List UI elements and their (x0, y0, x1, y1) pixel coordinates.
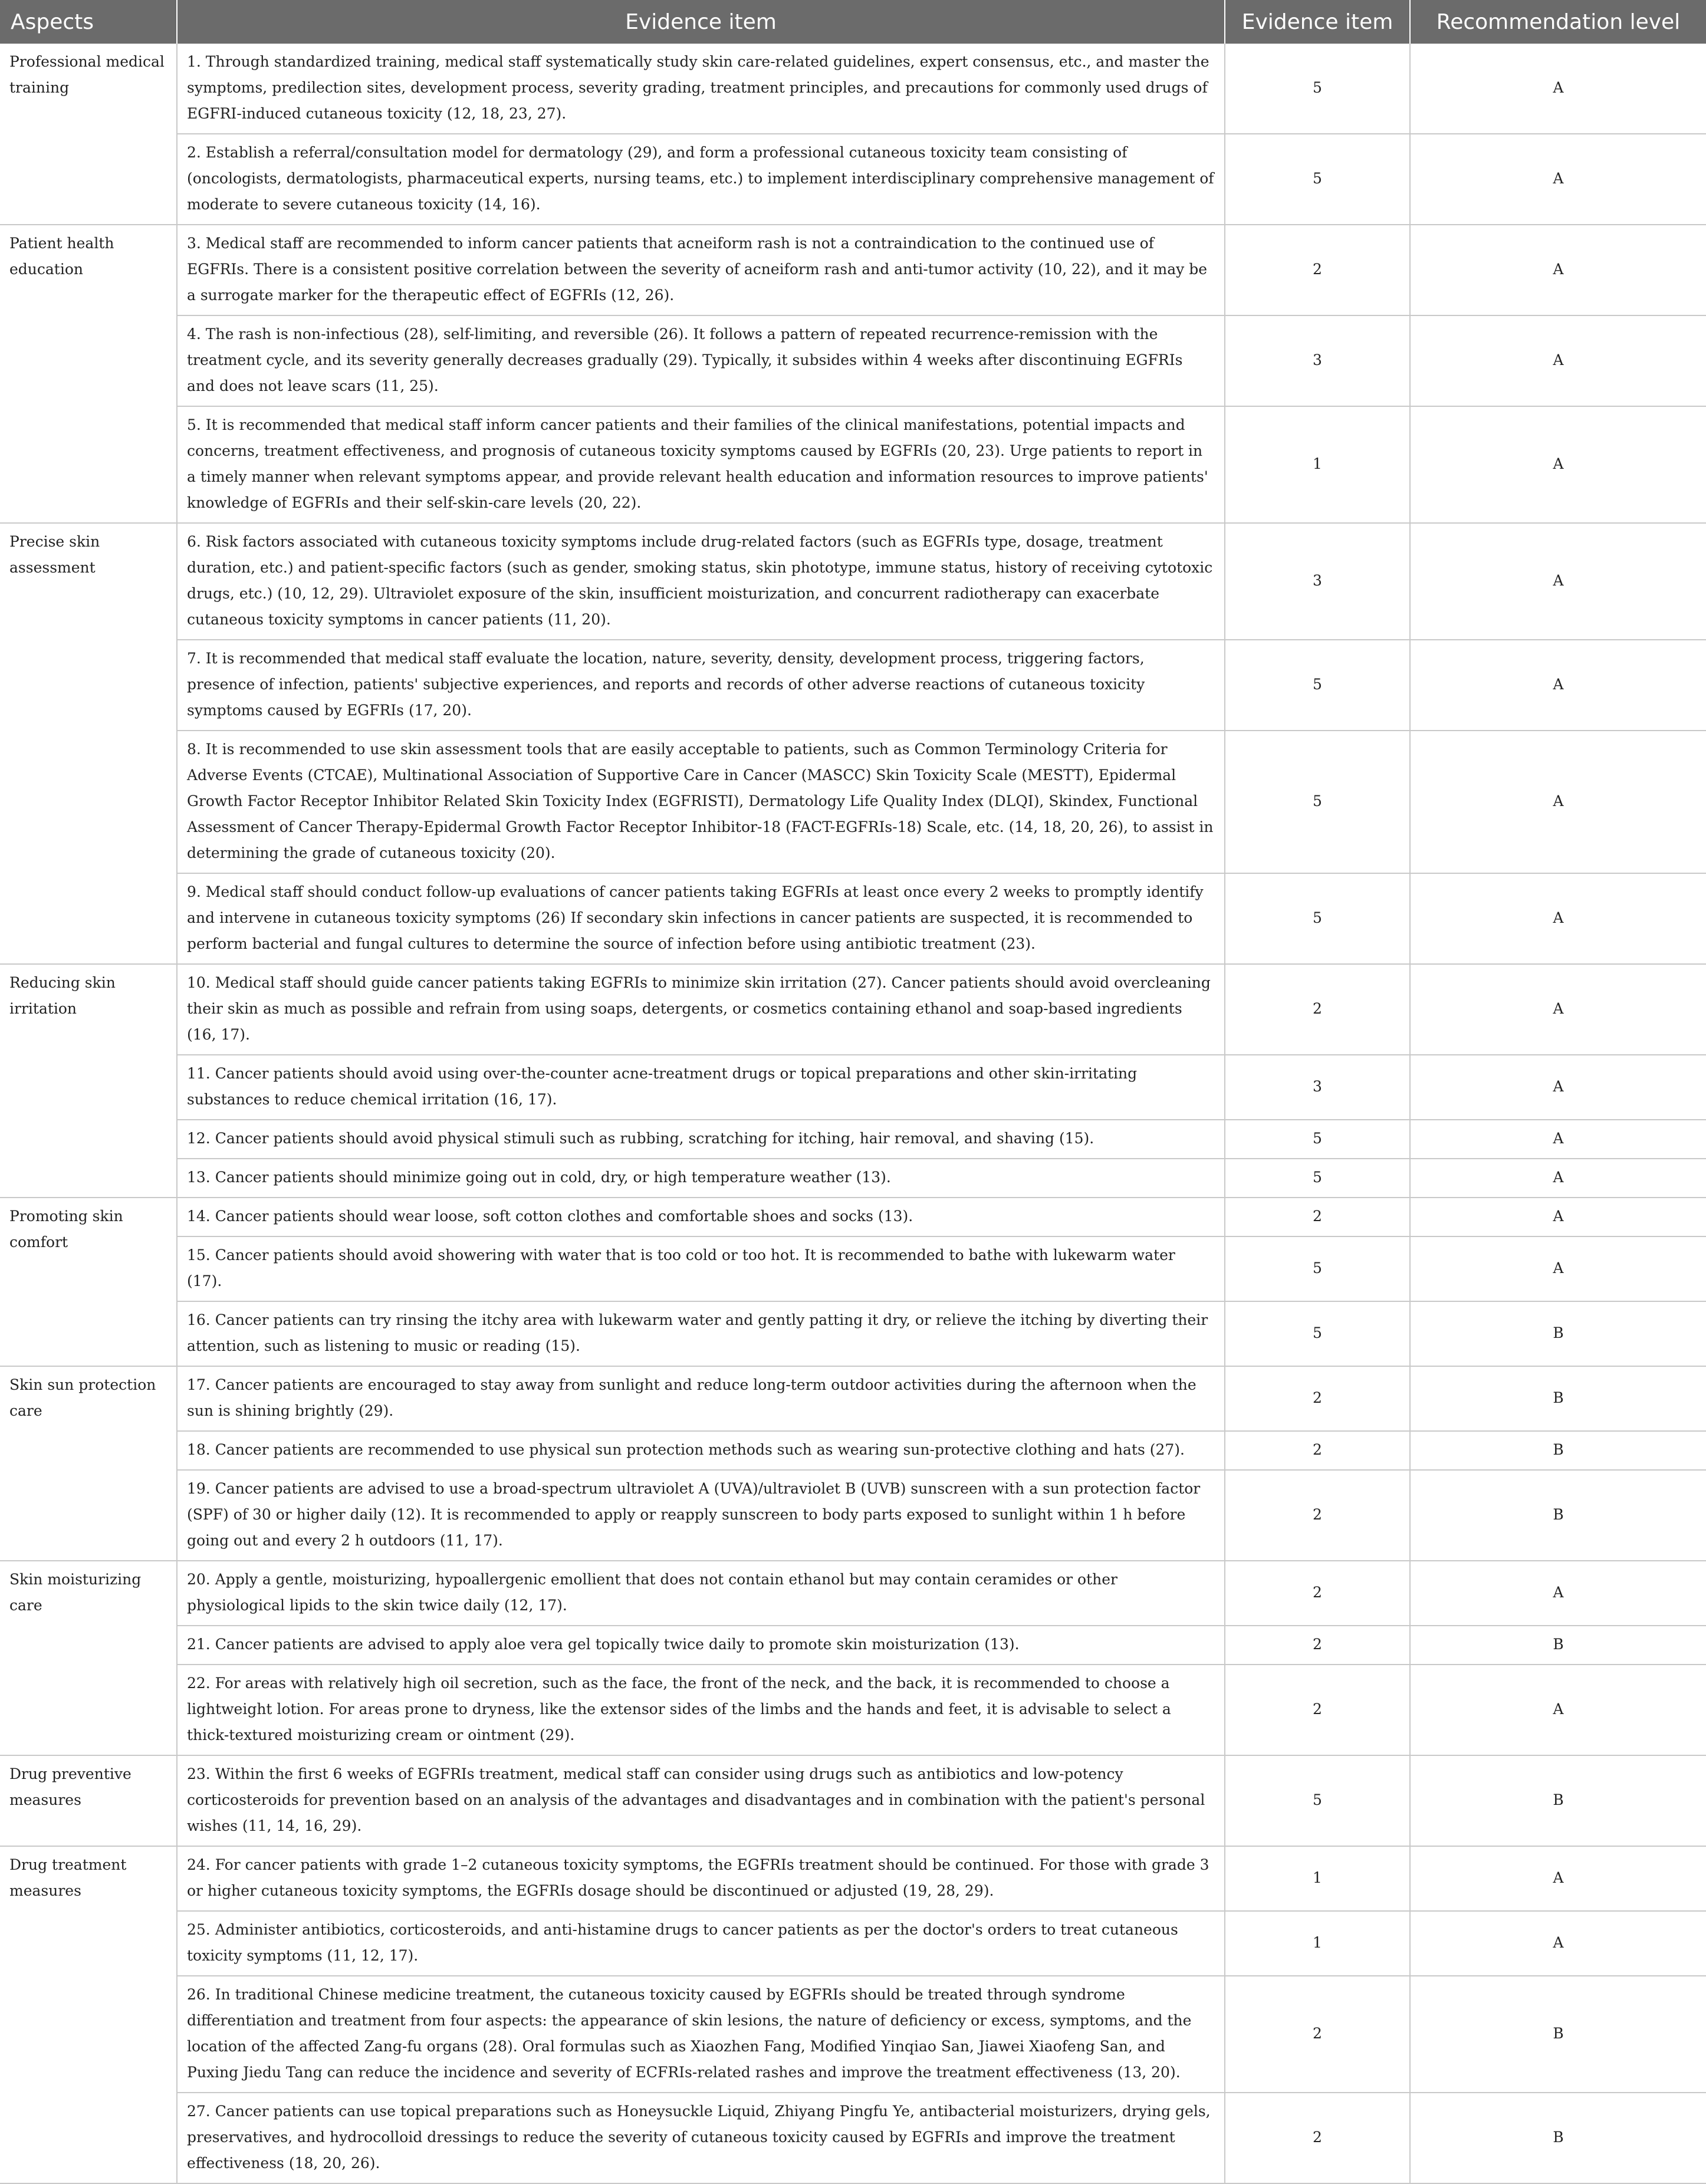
evidence-text-cell: 27. Cancer patients can use topical preparations such as Honeysuckle Liquid, Zhiyang Pingfu Ye, antibacterial moisturizers, drying gels, preservatives, and hydrocolloid dressings to reduce the severity of cutaneous toxicity caused by EGFRIs and improve the treatment effectiveness (18, 20, 26). (177, 2093, 1225, 2183)
evidence-text-cell: 8. It is recommended to use skin assessment tools that are easily acceptable to patients, such as Common Terminology Criteria for Adverse Events (CTCAE), Multinational Association of Supportive Care in Cancer (MASCC) Skin Toxicity Scale (MESTT), Epidermal Growth Factor Receptor Inhibitor Related Skin Toxicity Index (EGFRISTI), Dermatology Life Quality Index (DLQI), Skindex, Functional Assessment of Cancer Therapy-Epidermal Growth Factor Receptor Inhibitor-18 (FACT-EGFRIs-18) Scale, etc. (14, 18, 20, 26), to assist in determining the grade of cutaneous toxicity (20). (177, 731, 1225, 873)
table-row (0, 406, 1706, 523)
aspect-cell: Precise skin assessment (0, 523, 177, 964)
level-of-evidence-cell: 2 (1225, 1198, 1410, 1236)
table-row (0, 1055, 1706, 1120)
level-of-evidence-cell: 5 (1225, 640, 1410, 731)
recommendation-level-cell: B (1410, 1366, 1706, 1431)
level-of-evidence-cell: 5 (1225, 44, 1410, 134)
evidence-text-cell: 4. The rash is non-infectious (28), self-limiting, and reversible (26). It follows a pattern of repeated recurrence-remission with the treatment cycle, and its severity generally decreases gradually (29). Typically, it subsides within 4 weeks after discontinuing EGFRIs and does not leave scars (11, 25). (177, 315, 1225, 406)
level-of-evidence-cell: 2 (1225, 1665, 1410, 1755)
recommendation-level-cell: B (1410, 1301, 1706, 1366)
recommendation-level-cell: A (1410, 640, 1706, 731)
recommendation-level-cell: A (1410, 1198, 1706, 1236)
evidence-text-cell: 7. It is recommended that medical staff evaluate the location, nature, severity, density, development process, triggering factors, presence of infection, patients' subjective experiences, and reports and records of other adverse reactions of cutaneous toxicity symptoms caused by EGFRIs (17, 20). (177, 640, 1225, 731)
level-of-evidence-cell: 5 (1225, 873, 1410, 964)
table-row (0, 731, 1706, 873)
recommendation-level-cell: B (1410, 2093, 1706, 2183)
table-row (0, 1561, 1706, 1626)
evidence-text-cell: 11. Cancer patients should avoid using over-the-counter acne-treatment drugs or topical preparations and other skin-irritating substances to reduce chemical irritation (16, 17). (177, 1055, 1225, 1120)
evidence-text-cell: 19. Cancer patients are advised to use a broad-spectrum ultraviolet A (UVA)/ultraviolet B (UVB) sunscreen with a sun protection factor (SPF) of 30 or higher daily (12). It is recommended to apply or reapply sunscreen to body parts exposed to sunlight within 1 h before going out and every 2 h outdoors (11, 17). (177, 1470, 1225, 1561)
header-row (0, 0, 1706, 44)
table-row (0, 523, 1706, 640)
recommendation-level-cell: A (1410, 315, 1706, 406)
level-of-evidence-cell: 2 (1225, 1626, 1410, 1665)
level-of-evidence-cell: 5 (1225, 1159, 1410, 1198)
evidence-text-cell: 17. Cancer patients are encouraged to stay away from sunlight and reduce long-term outdoor activities during the afternoon when the sun is shining brightly (29). (177, 1366, 1225, 1431)
level-of-evidence-cell: 2 (1225, 225, 1410, 315)
aspect-cell: Reducing skin irritation (0, 964, 177, 1198)
table-row (0, 2093, 1706, 2183)
table-row (0, 1120, 1706, 1159)
aspect-cell: Promoting skin comfort (0, 1198, 177, 1366)
recommendation-level-cell: B (1410, 1755, 1706, 1846)
recommendation-level-cell: A (1410, 1236, 1706, 1301)
table-row (0, 1626, 1706, 1665)
header-aspects: Aspects (0, 0, 177, 44)
recommendation-level-cell: A (1410, 1561, 1706, 1626)
table-row (0, 1236, 1706, 1301)
table-row (0, 1755, 1706, 1846)
table-row (0, 1911, 1706, 1976)
recommendation-level-cell: A (1410, 1846, 1706, 1911)
table-row (0, 1301, 1706, 1366)
recommendation-level-cell: A (1410, 1911, 1706, 1976)
level-of-evidence-cell: 3 (1225, 315, 1410, 406)
table-row (0, 1976, 1706, 2093)
recommendation-level-cell: A (1410, 134, 1706, 225)
evidence-text-cell: 15. Cancer patients should avoid showering with water that is too cold or too hot. It is recommended to bathe with lukewarm water (17). (177, 1236, 1225, 1301)
evidence-text-cell: 26. In traditional Chinese medicine treatment, the cutaneous toxicity caused by EGFRIs should be treated through syndrome differentiation and treatment from four aspects: the appearance of skin lesions, the nature of deficiency or excess, symptoms, and the location of the affected Zang-fu organs (28). Oral formulas such as Xiaozhen Fang, Modified Yinqiao San, Jiawei Xiaofeng San, and Puxing Jiedu Tang can reduce the incidence and severity of ECFRIs-related rashes and improve the treatment effectiveness (13, 20). (177, 1976, 1225, 2093)
recommendation-level-cell: B (1410, 1431, 1706, 1470)
table-row (0, 134, 1706, 225)
evidence-text-cell: 10. Medical staff should guide cancer patients taking EGFRIs to minimize skin irritation (27). Cancer patients should avoid overcleaning their skin as much as possible and refrain from using soaps, detergents, or cosmetics containing ethanol and soap-based ingredients (16, 17). (177, 964, 1225, 1055)
evidence-text-cell: 22. For areas with relatively high oil secretion, such as the face, the front of the neck, and the back, it is recommended to choose a lightweight lotion. For areas prone to dryness, like the extensor sides of the limbs and the hands and feet, it is advisable to select a thick-textured moisturizing cream or ointment (29). (177, 1665, 1225, 1755)
level-of-evidence-cell: 1 (1225, 1846, 1410, 1911)
level-of-evidence-cell: 1 (1225, 406, 1410, 523)
recommendation-level-cell: A (1410, 731, 1706, 873)
level-of-evidence-cell: 2 (1225, 1976, 1410, 2093)
recommendation-level-cell: A (1410, 1159, 1706, 1198)
recommendation-level-cell: A (1410, 406, 1706, 523)
table-row (0, 964, 1706, 1055)
evidence-text-cell: 3. Medical staff are recommended to inform cancer patients that acneiform rash is not a contraindication to the continued use of EGFRIs. There is a consistent positive correlation between the severity of acneiform rash and anti-tumor activity (10, 22), and it may be a surrogate marker for the therapeutic effect of EGFRIs (12, 26). (177, 225, 1225, 315)
aspect-cell: Professional medical training (0, 44, 177, 225)
level-of-evidence-cell: 3 (1225, 523, 1410, 640)
recommendation-level-cell: A (1410, 1120, 1706, 1159)
evidence-text-cell: 16. Cancer patients can try rinsing the itchy area with lukewarm water and gently patting it dry, or relieve the itching by diverting their attention, such as listening to music or reading (15). (177, 1301, 1225, 1366)
table-row (0, 1159, 1706, 1198)
recommendation-level-cell: B (1410, 1976, 1706, 2093)
recommendation-level-cell: A (1410, 1665, 1706, 1755)
table-row (0, 225, 1706, 315)
table-row (0, 1470, 1706, 1561)
recommendation-level-cell: A (1410, 225, 1706, 315)
recommendation-level-cell: B (1410, 1626, 1706, 1665)
level-of-evidence-cell: 1 (1225, 1911, 1410, 1976)
table-body (0, 44, 1706, 2183)
level-of-evidence-cell: 2 (1225, 1431, 1410, 1470)
recommendation-level-cell: A (1410, 1055, 1706, 1120)
level-of-evidence-cell: 5 (1225, 731, 1410, 873)
aspect-cell: Drug preventive measures (0, 1755, 177, 1846)
evidence-text-cell: 20. Apply a gentle, moisturizing, hypoallergenic emollient that does not contain ethanol but may contain ceramides or other physiological lipids to the skin twice daily (12, 17). (177, 1561, 1225, 1626)
table-row (0, 315, 1706, 406)
evidence-text-cell: 1. Through standardized training, medical staff systematically study skin care-related guidelines, expert consensus, etc., and master the symptoms, predilection sites, development process, severity grading, treatment principles, and precautions for commonly used drugs of EGFRI-induced cutaneous toxicity (12, 18, 23, 27). (177, 44, 1225, 134)
recommendation-level-cell: A (1410, 44, 1706, 134)
level-of-evidence-cell: 2 (1225, 964, 1410, 1055)
level-of-evidence-cell: 2 (1225, 1561, 1410, 1626)
recommendation-level-cell: B (1410, 1470, 1706, 1561)
evidence-text-cell: 6. Risk factors associated with cutaneous toxicity symptoms include drug-related factors (such as EGFRIs type, dosage, treatment duration, etc.) and patient-specific factors (such as gender, smoking status, skin phototype, immune status, history of receiving cytotoxic drugs, etc.) (10, 12, 29). Ultraviolet exposure of the skin, insufficient moisturization, and concurrent radiotherapy can exacerbate cutaneous toxicity symptoms in cancer patients (11, 20). (177, 523, 1225, 640)
aspect-cell: Skin sun protection care (0, 1366, 177, 1561)
header-level-of-evidence: Evidence item (1225, 0, 1410, 44)
evidence-text-cell: 2. Establish a referral/consultation model for dermatology (29), and form a professional cutaneous toxicity team consisting of (oncologists, dermatologists, pharmaceutical experts, nursing teams, etc.) to implement interdisciplinary comprehensive management of moderate to severe cutaneous toxicity (14, 16). (177, 134, 1225, 225)
recommendation-level-cell: A (1410, 873, 1706, 964)
level-of-evidence-cell: 5 (1225, 1120, 1410, 1159)
evidence-text-cell: 23. Within the first 6 weeks of EGFRIs treatment, medical staff can consider using drugs such as antibiotics and low-potency corticosteroids for prevention based on an analysis of the advantages and disadvantages and in combination with the patient's personal wishes (11, 14, 16, 29). (177, 1755, 1225, 1846)
table-row (0, 1198, 1706, 1236)
evidence-text-cell: 14. Cancer patients should wear loose, soft cotton clothes and comfortable shoes and socks (13). (177, 1198, 1225, 1236)
evidence-text-cell: 13. Cancer patients should minimize going out in cold, dry, or high temperature weather (13). (177, 1159, 1225, 1198)
aspect-cell: Skin moisturizing care (0, 1561, 177, 1755)
evidence-text-cell: 24. For cancer patients with grade 1–2 cutaneous toxicity symptoms, the EGFRIs treatment should be continued. For those with grade 3 or higher cutaneous toxicity symptoms, the EGFRIs dosage should be discontinued or adjusted (19, 28, 29). (177, 1846, 1225, 1911)
level-of-evidence-cell: 2 (1225, 2093, 1410, 2183)
aspect-cell: Patient health education (0, 225, 177, 523)
recommendation-level-cell: A (1410, 523, 1706, 640)
level-of-evidence-cell: 5 (1225, 1301, 1410, 1366)
header-recommendation-level: Recommendation level (1410, 0, 1706, 44)
table-row (0, 1846, 1706, 1911)
table-row (0, 1431, 1706, 1470)
table-row (0, 640, 1706, 731)
level-of-evidence-cell: 3 (1225, 1055, 1410, 1120)
level-of-evidence-cell: 5 (1225, 1755, 1410, 1846)
aspect-cell: Drug treatment measures (0, 1846, 177, 2183)
table-row (0, 44, 1706, 134)
evidence-text-cell: 9. Medical staff should conduct follow-up evaluations of cancer patients taking EGFRIs at least once every 2 weeks to promptly identify and intervene in cutaneous toxicity symptoms (26) If secondary skin infections in cancer patients are suspected, it is recommended to perform bacterial and fungal cultures to determine the source of infection before using antibiotic treatment (23). (177, 873, 1225, 964)
table-header (0, 0, 1706, 44)
evidence-text-cell: 18. Cancer patients are recommended to use physical sun protection methods such as wearing sun-protective clothing and hats (27). (177, 1431, 1225, 1470)
evidence-text-cell: 12. Cancer patients should avoid physical stimuli such as rubbing, scratching for itching, hair removal, and shaving (15). (177, 1120, 1225, 1159)
level-of-evidence-cell: 5 (1225, 134, 1410, 225)
table-row (0, 1366, 1706, 1431)
evidence-text-cell: 25. Administer antibiotics, corticosteroids, and anti-histamine drugs to cancer patients as per the doctor's orders to treat cutaneous toxicity symptoms (11, 12, 17). (177, 1911, 1225, 1976)
evidence-text-cell: 21. Cancer patients are advised to apply aloe vera gel topically twice daily to promote skin moisturization (13). (177, 1626, 1225, 1665)
recommendation-level-cell: A (1410, 964, 1706, 1055)
level-of-evidence-cell: 5 (1225, 1236, 1410, 1301)
level-of-evidence-cell: 2 (1225, 1366, 1410, 1431)
table-row (0, 1665, 1706, 1755)
level-of-evidence-cell: 2 (1225, 1470, 1410, 1561)
header-evidence-item: Evidence item (177, 0, 1225, 44)
table-row (0, 873, 1706, 964)
evidence-text-cell: 5. It is recommended that medical staff inform cancer patients and their families of the clinical manifestations, potential impacts and concerns, treatment effectiveness, and prognosis of cutaneous toxicity symptoms caused by EGFRIs (20, 23). Urge patients to report in a timely manner when relevant symptoms appear, and provide relevant health education and information resources to improve patients' knowledge of EGFRIs and their self-skin-care levels (20, 22). (177, 406, 1225, 523)
